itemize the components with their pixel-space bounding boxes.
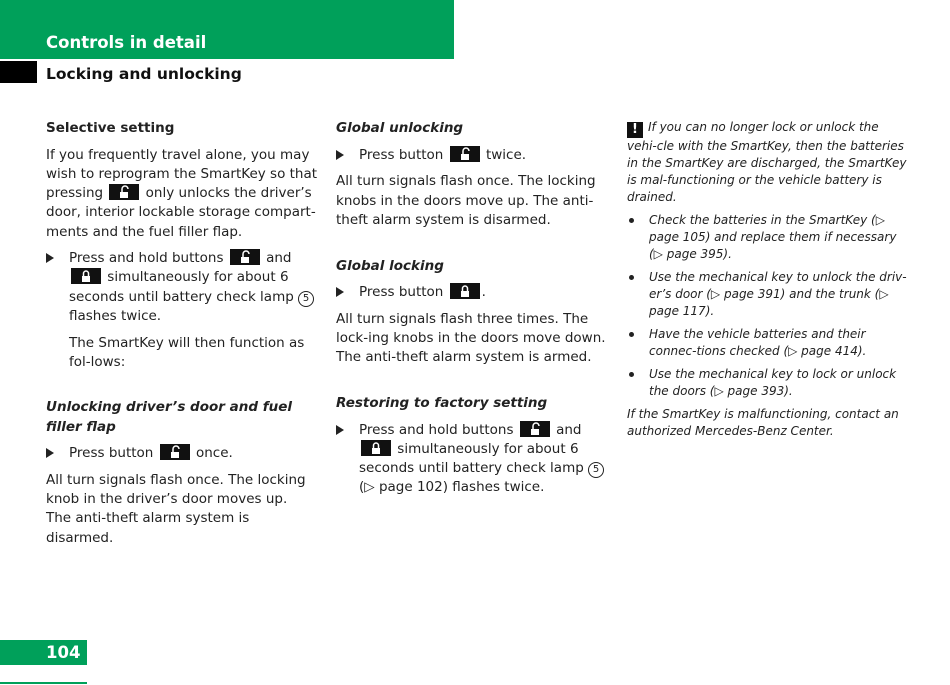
footer-note: If the SmartKey is malfunctioning, contact an authorized Mercedes-Benz Center. [627, 407, 899, 438]
battery-check-lamp-marker: 5 [298, 291, 314, 307]
list-item: Use the mechanical key to unlock the driv-er’s door (▷ page 391) and the trunk (▷ page 117). [627, 269, 907, 320]
bullet-icon [629, 332, 634, 337]
step-press-hold: Press and hold buttons and simultaneously for about 6 seconds until battery check lamp 5 flashes twice. [46, 249, 320, 326]
column-2 [336, 119, 610, 505]
unlock-button-icon [109, 184, 139, 200]
heading-restoring-factory: Restoring to factory setting [336, 395, 548, 412]
step-press-lock: Press button . [336, 283, 610, 302]
column-1 [46, 119, 320, 555]
paragraph: If you frequently travel alone, you may wish to reprogram the SmartKey so that pressing only unlocks the driver’s door, interior lockable storage compart-ments and the fuel filler flap. [46, 146, 318, 240]
list-item: Check the batteries in the SmartKey (▷ page 105) and replace them if necessary (▷ page 395). [627, 212, 907, 263]
step-press-twice: Press button twice. [336, 146, 610, 165]
list-item: Have the vehicle batteries and their connec-tions checked (▷ page 414). [627, 326, 907, 360]
step-arrow-icon [336, 425, 344, 435]
step-arrow-icon [46, 448, 54, 458]
paragraph: All turn signals flash once. The locking knob in the driver’s door moves up. The anti-theft alarm system is disarmed. [46, 472, 306, 546]
paragraph: All turn signals flash three times. The lock-ing knobs in the doors move down. The anti-theft alarm system is armed. [336, 310, 606, 366]
unlock-button-icon [160, 444, 190, 460]
step-arrow-icon [336, 287, 344, 297]
step-arrow-icon [336, 150, 344, 160]
subsection-title: Locking and unlocking [46, 65, 242, 83]
warning-text: ! If you can no longer lock or unlock the vehi-cle with the SmartKey, then the batteries in the SmartKey are discharged, the SmartKey is mal-functioning or the vehicle battery is drained. [627, 120, 907, 204]
battery-check-lamp-marker: 5 [588, 462, 604, 478]
heading-selective-setting: Selective setting [46, 120, 175, 136]
bullet-icon [629, 218, 634, 223]
lock-button-icon [450, 283, 480, 299]
bullet-icon [629, 372, 634, 377]
subsection-marker [0, 61, 37, 83]
heading-global-locking: Global locking [336, 257, 444, 274]
lock-button-icon [361, 440, 391, 456]
heading-unlocking-driver-door: Unlocking driver’s door and fuel filler flap [46, 399, 292, 435]
paragraph: All turn signals flash once. The locking knobs in the doors move up. The anti-theft alarm system is disarmed. [336, 173, 596, 228]
page-number: 104 [46, 643, 81, 662]
unlock-button-icon [520, 421, 550, 437]
unlock-button-icon [230, 249, 260, 265]
step-arrow-icon [46, 253, 54, 263]
section-title: Controls in detail [46, 33, 207, 52]
page-footer-line [0, 682, 87, 684]
exclamation-icon: ! [627, 122, 643, 138]
bullet-icon [629, 275, 634, 280]
step-press-hold-restore: Press and hold buttons and simultaneously for about 6 seconds until battery check lamp 5 (▷ page 102) flashes twice. [336, 421, 610, 498]
list-item: Use the mechanical key to lock or unlock the doors (▷ page 393). [627, 366, 907, 400]
unlock-button-icon [450, 146, 480, 162]
column-3-warning [627, 119, 907, 446]
step-press-once: Press button once. [46, 444, 320, 463]
result-text: The SmartKey will then function as fol-lows: [69, 334, 305, 370]
heading-global-unlocking: Global unlocking [336, 120, 464, 136]
lock-button-icon [71, 268, 101, 284]
